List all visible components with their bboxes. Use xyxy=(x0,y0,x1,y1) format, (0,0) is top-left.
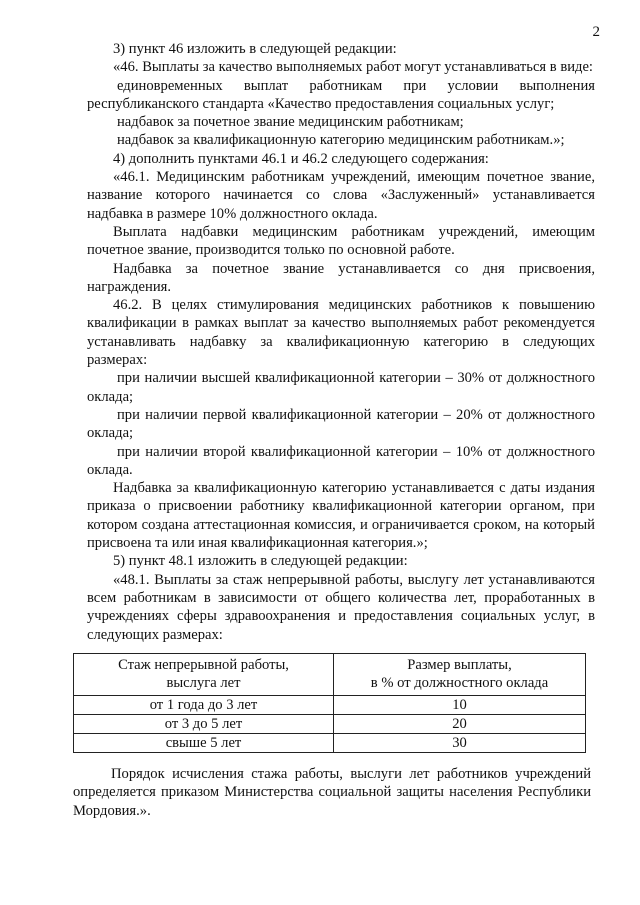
header-payment-size xyxy=(334,654,586,696)
paragraph-honorary-title-bonus: надбавок за почетное звание медицинским работникам; xyxy=(117,114,464,131)
paragraph-item-5: 5) пункт 48.1 изложить в следующей редакции: xyxy=(113,553,408,570)
paragraph-main-work: Выплата надбавки медицинским работникам учреждений, имеющим почетное звание, производится только по основной работе. xyxy=(87,223,595,259)
cell-percent: 20 xyxy=(334,715,586,734)
header-payment-line2: в % от должностного оклада xyxy=(370,675,549,691)
table-header-row xyxy=(74,654,586,696)
paragraph-second-category: при наличии второй квалификационной категории – 10% от должностного оклада. xyxy=(87,443,595,478)
paragraph-point-46: «46. Выплаты за качество выполняемых работ могут устанавливаться в виде: xyxy=(113,59,593,76)
header-seniority xyxy=(74,654,334,696)
paragraph-award-date: Надбавка за почетное звание устанавливается со дня присвоения, награждения. xyxy=(87,260,595,295)
paragraph-category-order: Надбавка за квалификационную категорию устанавливается с даты издания приказа о присвоении работнику квалификационной категории органом, при котором создана аттестационная комиссия, и ограничивается сроком, на который присвоена та или иная квалификационная категория.»; xyxy=(87,480,595,552)
document-body xyxy=(87,40,595,644)
paragraph-point-46-1: «46.1. Медицинским работникам учреждений, имеющим почетное звание, название которого начинается со слова «Заслуженный» устанавливается надбавка в размере 10% должностного оклада. xyxy=(87,169,595,222)
table-row xyxy=(74,734,586,753)
page-number: 2 xyxy=(592,24,600,40)
paragraph-item-4: 4) дополнить пунктами 46.1 и 46.2 следующего содержания: xyxy=(113,150,489,167)
paragraph-item-3: 3) пункт 46 изложить в следующей редакции: xyxy=(113,41,397,57)
seniority-table xyxy=(73,653,586,753)
cell-period: свыше 5 лет xyxy=(74,734,334,753)
paragraph-point-46-2: 46.2. В целях стимулирования медицинских работников к повышению квалификации в рамках выплат за качество выполняемых работ рекомендуется устанавливать надбавку за квалификационную категорию в следующих размерах: xyxy=(87,297,595,369)
cell-percent: 10 xyxy=(334,696,586,715)
header-payment-line1: Размер выплаты, xyxy=(407,657,512,673)
header-seniority-line2: выслуга лет xyxy=(166,675,241,691)
paragraph-first-category: при наличии первой квалификационной категории – 20% от должностного оклада; xyxy=(87,406,595,442)
cell-period: от 1 года до 3 лет xyxy=(74,696,334,715)
table-row xyxy=(74,715,586,734)
cell-period: от 3 до 5 лет xyxy=(74,715,334,734)
paragraph-highest-category: при наличии высшей квалификационной категории – 30% от должностного оклада; xyxy=(87,370,595,405)
table-row xyxy=(74,696,586,715)
paragraph-qualification-bonus: надбавок за квалификационную категорию медицинским работникам.»; xyxy=(117,132,565,149)
paragraph-closing: Порядок исчисления стажа работы, выслуги лет работников учреждений определяется приказом Министерства социальной защиты населения Республики Мордовия.». xyxy=(73,766,591,819)
seniority-table-container xyxy=(73,653,586,753)
cell-percent: 30 xyxy=(334,734,586,753)
header-seniority-line1: Стаж непрерывной работы, xyxy=(118,657,289,673)
paragraph-point-48-1: «48.1. Выплаты за стаж непрерывной работы, выслугу лет устанавливаются всем работникам в зависимости от общего количества лет, проработанных в учреждениях сферы здравоохранения и предоставления социальных услуг, в следующих размерах: xyxy=(87,571,595,643)
closing-section xyxy=(73,765,591,820)
paragraph-one-time-payments: единовременных выплат работникам при условии выполнения республиканского стандарта «Качество предоставления социальных услуг; xyxy=(87,77,595,112)
